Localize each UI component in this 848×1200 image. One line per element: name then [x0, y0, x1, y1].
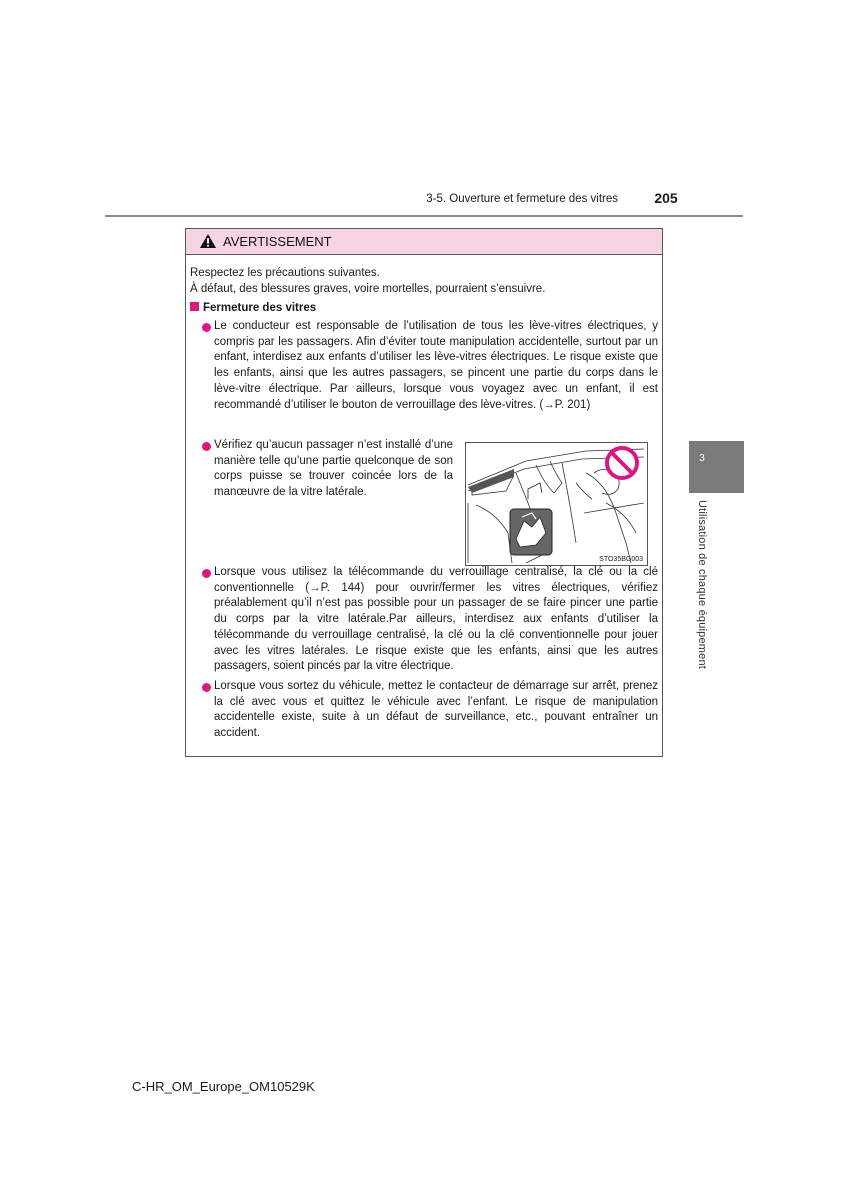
bullet-dot-icon [202, 442, 211, 451]
bullet-item [202, 565, 658, 675]
bullet-item [202, 438, 453, 501]
header-section-title: 3-5. Ouverture et fermeture des vitres [426, 193, 618, 205]
bullet-dot-icon [202, 569, 211, 578]
square-bullet-icon [190, 302, 199, 311]
warning-intro [190, 265, 545, 297]
bullet-text: Lorsque vous sortez du véhicule, mettez le contacteur de démarrage sur arrêt, prenez la clé avec vous et quittez le véhicule avec l’enfant. Le risque de manipulation accidentelle existe, suite à un défaut de surveillance, etc., pouvant entraîner un accident. [214, 680, 658, 740]
car-window-pinch-illustration [466, 443, 647, 565]
bullet-text: Le conducteur est responsable de l’utilisation de tous les lève-vitres électriques, y compris par les passagers. Afin d’éviter toute manipulation accidentelle, surtout par un enfant, interdisez aux enfants d’utiliser les lève-vitres électriques. Le risque existe que les enfants, ainsi que les autres passagers, se pincent une partie du corps dans le lève-vitre électrique. Par ailleurs, lorsque vous voyagez avec un enfant, il est recommandé d’utiliser le bouton de verrouillage des lève-vitres. (→P. 201) [214, 320, 658, 411]
chapter-tab [689, 441, 744, 493]
figure-code: STO35BG003 [599, 556, 643, 563]
chapter-tab-number: 3 [699, 453, 705, 464]
warning-intro-line2: À défaut, des blessures graves, voire mortelles, pourraient s’ensuivre. [190, 283, 546, 295]
chapter-side-label: Utilisation de chaque équipement [696, 500, 708, 670]
warning-intro-line1: Respectez les précautions suivantes. [190, 267, 380, 279]
footer-document-code: C-HR_OM_Europe_OM10529K [132, 1079, 315, 1094]
section-heading [190, 302, 316, 314]
warning-header [186, 229, 662, 255]
bullet-item [202, 319, 658, 413]
bullet-text: Vérifiez qu’aucun passager n’est installé d’une manière telle qu’une partie quelconque de son corps puisse se trouver coincée lors de la manœuvre de la vitre latérale. [214, 439, 453, 499]
page-number: 205 [654, 190, 678, 206]
warning-title: AVERTISSEMENT [223, 234, 332, 249]
bullet-item [202, 679, 658, 742]
bullet-dot-icon [202, 683, 211, 692]
bullet-dot-icon [202, 323, 211, 332]
warning-triangle-icon [199, 233, 217, 249]
bullet-text: Lorsque vous utilisez la télécommande du verrouillage centralisé, la clé ou la clé conventionnelle (→P. 144) pour ouvrir/fermer les vitres électriques, vérifiez préalablement qu’il n’est pas possible pour un passager de se faire pincer une partie du corps par la vitre latérale.Par ailleurs, interdisez aux enfants d’utiliser la télécommande du verrouillage centralisé, la clé ou la clé conventionnelle pour jouer avec les vitres latérales. Le risque existe que les enfants, ainsi que les autres passagers, soient pincés par la vitre électrique. [214, 566, 658, 673]
illustration-window-pinch [465, 442, 648, 566]
section-heading-text: Fermeture des vitres [203, 302, 317, 314]
warning-box [185, 228, 663, 757]
header-rule [105, 215, 743, 217]
